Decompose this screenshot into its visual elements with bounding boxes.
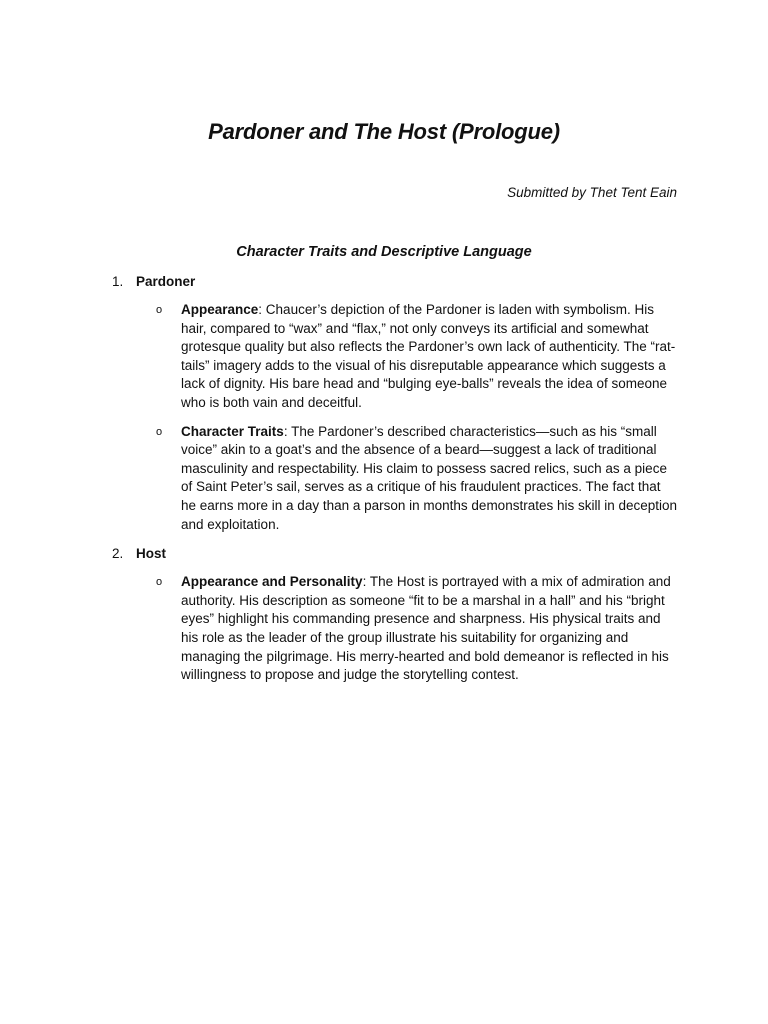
sub-item-text: : Chaucer’s depiction of the Pardoner is laden with symbolism. His hair, compared to “wax” and “flax,” not only conveys its artificial and somewhat grotesque quality but also reflects the Pardoner’s own lack of authenticity. The “rat-tails” imagery adds to the visual of his disreputable appearance which suggests a lack of dignity. His bare head and “bulging eye-balls” reveals the idea of someone who is both vain and deceitful. (181, 302, 676, 410)
list-item-host (0, 544, 768, 685)
sub-item-paragraph (181, 423, 678, 535)
sub-item-text: : The Host is portrayed with a mix of admiration and authority. His description as someone “fit to be a marshal in a hall” and his “bright eyes” highlight his commanding presence and sharpness. His physical traits and his role as the leader of the group illustrate his suitability for organizing and managing the pilgrimage. His merry-hearted and bold demeanor is reflected in his willingness to propose and judge the storytelling contest. (181, 574, 671, 683)
sub-item-appearance-personality (0, 573, 768, 685)
sub-item-paragraph (181, 573, 678, 685)
sub-list (0, 573, 768, 685)
list-item-header (0, 272, 768, 291)
sub-item-text: : The Pardoner’s described characteristics—such as his “small voice” akin to a goat’s and the absence of a beard—suggest a lack of traditional masculinity and respectability. His claim to possess sacred relics, such as a piece of Saint Peter’s sail, serves as a critique of his fraudulent practices. The fact that he earns more in a day than a parson in months demonstrates his skill in deception and exploitation. (181, 423, 678, 532)
list-item-header (0, 544, 768, 563)
sub-item-appearance (0, 301, 768, 413)
author-byline: Submitted by Thet Tent Eain (507, 185, 677, 200)
sub-item-label: Appearance and Personality (181, 574, 363, 590)
hollow-bullet-icon: o (156, 304, 163, 316)
list-number: 2. (112, 546, 124, 562)
document-title: Pardoner and The Host (Prologue) (208, 119, 560, 144)
section-heading: Character Traits and Descriptive Language (236, 244, 532, 260)
sub-item-character-traits (0, 423, 768, 535)
list-item-pardoner (0, 272, 768, 534)
sub-item-paragraph (181, 301, 678, 413)
list-number: 1. (112, 274, 124, 289)
character-list (0, 272, 768, 695)
character-name: Pardoner (136, 274, 196, 289)
sub-item-label: Character Traits (181, 423, 284, 439)
sub-list (0, 301, 768, 534)
hollow-bullet-icon: o (156, 576, 163, 589)
sub-item-label: Appearance (181, 302, 259, 317)
hollow-bullet-icon: o (156, 425, 163, 438)
character-name: Host (136, 546, 166, 562)
